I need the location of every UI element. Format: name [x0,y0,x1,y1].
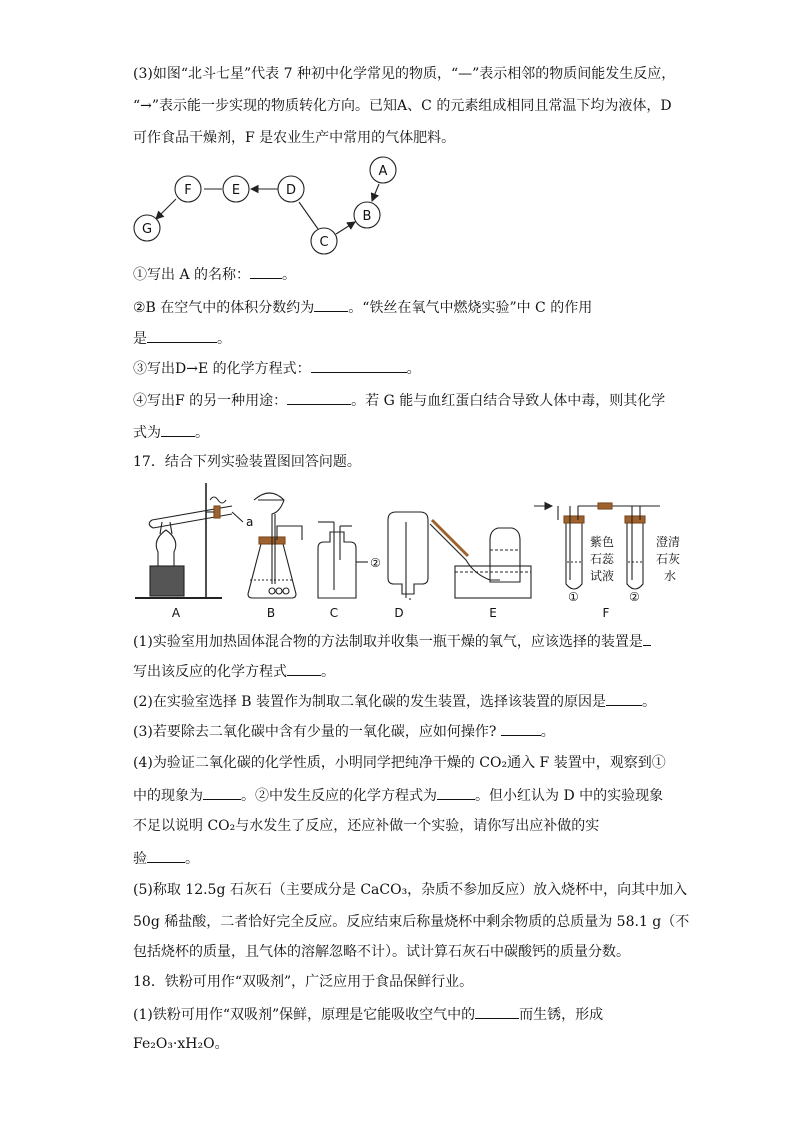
q18-p1-line1: (1)铁粉可用作“双吸剂”保鲜，原理是它能吸收空气中的 而生锈，形成 [133,1004,603,1025]
apparatus-c-drawing [318,522,368,598]
q17-p4-line4: 验 。 [133,848,199,869]
node-e [223,176,249,202]
q16-intro-line1: (3)如图“北斗七星”代表 7 种初中化学常见的物质，“—”表示相邻的物质间能发生反应， [133,66,676,82]
edge-c-b [336,222,355,234]
apparatus-figure [135,483,660,600]
edge-a-b [372,184,379,201]
node-f [175,176,201,202]
q16-intro-line2: “→”表示能一步实现的物质转化方向。已知A、C 的元素组成相同且常温下均为液体，D [133,98,672,114]
q17-p1-line2: 写出该反应的化学方程式 。 [133,661,335,682]
svg-text:C: C [319,235,329,250]
q17-p5-line3: 包括烧杯的质量，且气体的溶解忽略不计）。试计算石灰石中碳酸钙的质量分数。 [133,944,630,960]
label-b: B [266,606,276,620]
label-tube1: ① [568,590,579,604]
svg-text:G: G [141,222,153,237]
node-d [278,176,304,202]
node-a [370,157,396,183]
q17-p3: (3)若要除去二氧化碳中含有少量的一氧化碳，应如何操作? 。 [133,721,555,742]
q18-p1-line2: Fe₂O₃·xH₂O。 [133,1036,229,1052]
svg-text:E: E [231,183,241,198]
q16-sub3: ③写出D→E 的化学方程式： 。 [133,358,421,379]
limewater-line2: 石灰 [656,552,681,566]
q16-sub1: ①写出 A 的名称： 。 [133,264,296,285]
q17-title: 17．结合下列实验装置图回答问题。 [133,454,361,470]
q17-p4-line2: 中的现象为 。②中发生反应的化学方程式为 。但小红认为 D 中的实验现象 [133,785,663,806]
svg-text:F: F [184,183,192,198]
label-port-a: a [246,515,254,529]
q17-p1-line1: (1)实验室用加热固体混合物的方法制取并收集一瓶干燥的氧气，应该选择的装置是 [133,631,651,652]
label-c: C [329,606,339,620]
apparatus-d-drawing [388,512,428,600]
edge-d-c [299,202,318,229]
q16-intro-line3: 可作食品干燥剂，F 是农业生产中常用的气体肥料。 [133,130,456,146]
limewater-line1: 澄清 [656,535,681,549]
node-c [311,228,337,254]
label-f: F [602,606,610,620]
node-g [134,215,160,241]
q18-title: 18．铁粉可用作“双吸剂”，广泛应用于食品保鲜行业。 [133,974,474,990]
q17-p4-line1: (4)为验证二氧化碳的化学性质，小明同学把纯净干燥的 CO₂通入 F 装置中，观察到① [133,755,666,771]
svg-text:A: A [378,164,388,179]
q16-sub2: ②B 在空气中的体积分数约为 。“铁丝在氧气中燃烧实验”中 C 的作用 [133,297,592,318]
q17-p5-line2: 50g 稀盐酸，二者恰好完全反应。反应结束后称量烧杯中剩余物质的总质量为 58.1 g（不 [133,914,690,930]
svg-text:B: B [362,209,372,224]
svg-text:D: D [285,183,297,198]
label-c-port2: ② [370,556,381,570]
litmus-line3: 试液 [590,569,615,583]
apparatus-b-drawing [248,493,302,598]
label-a: A [171,606,181,620]
edge-f-g [156,199,176,219]
q17-p4-line3: 不足以说明 CO₂与水发生了反应，还应补做一个实验，请你写出应补做的实 [133,818,600,834]
apparatus-a-drawing [135,483,243,598]
q17-p2: (2)在实验室选择 B 装置作为制取二氧化碳的发生装置，选择该装置的原因是 。 [133,691,656,712]
limewater-line3: 水 [664,569,677,583]
q16-sub4: ④写出F 的另一种用途： 。若 G 能与血红蛋白结合导致人体中毒，则其化学 [133,390,665,411]
litmus-line1: 紫色 [590,535,615,549]
node-b [354,202,380,228]
label-e: E [489,606,497,620]
label-d: D [394,606,404,620]
label-tube2: ② [629,590,640,604]
q16-sub4-cont: 式为 。 [133,422,209,443]
q16-sub2-cont: 是 。 [133,328,231,349]
q17-p5-line1: (5)称取 12.5g 石灰石（主要成分是 CaCO₃，杂质不参加反应）放入烧杯中，向其中加入 [133,882,688,898]
litmus-line2: 石蕊 [590,552,615,566]
apparatus-e-drawing [430,520,531,598]
